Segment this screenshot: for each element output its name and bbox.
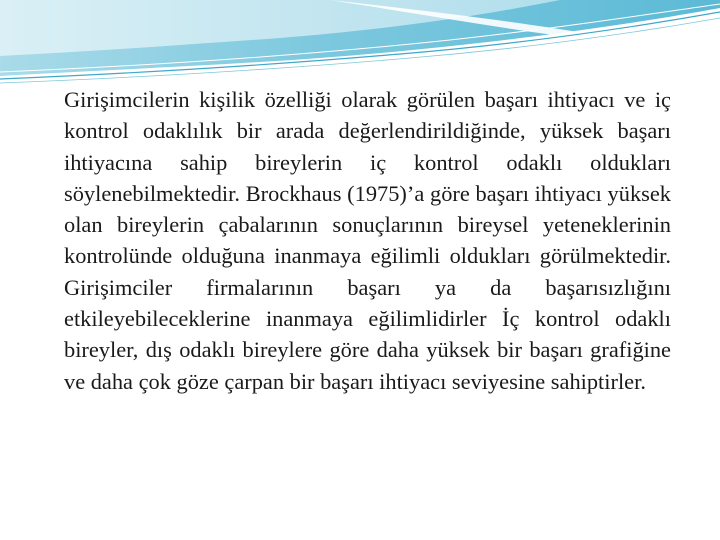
body-paragraph: Girişimcilerin kişilik özelliği olarak görülen başarı ihtiyacı ve iç kontrol odaklılık bir arada değerlendirildiğinde, yüksek başarı ihtiyacına sahip bireylerin iç kontrol odaklı oldukları söylenebilmektedir. Brockhaus (1975)’a göre başarı ihtiyacı yüksek olan bireylerin çabalarının sonuçlarının bireysel yeteneklerinin kontrolünde olduğuna inanmaya eğilimli oldukları görülmektedir. Girişimciler firmalarının başarı ya da başarısızlığını etkileyebileceklerine inanmaya eğilimlidirler İç kontrol odaklı bireyler, dış odaklı bireylere göre daha yüksek bir başarı grafiğine ve daha çok göze çarpan bir başarı ihtiyacı seviyesine sahiptirler. — [64, 87, 671, 394]
